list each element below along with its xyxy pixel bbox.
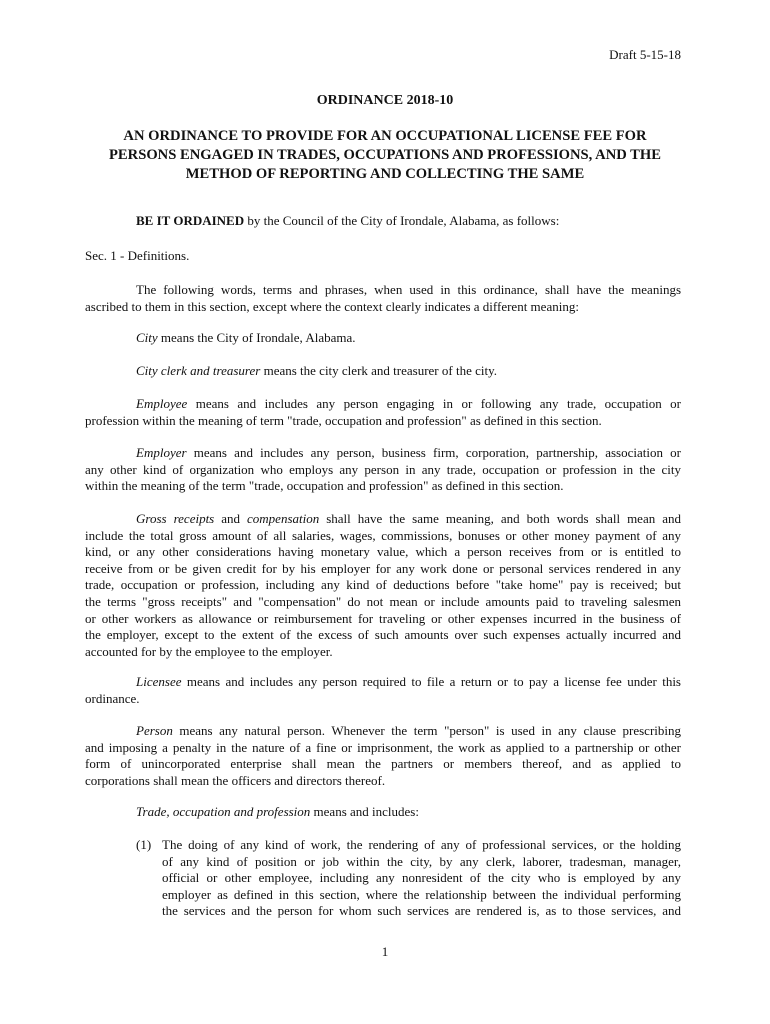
defined-term: Licensee xyxy=(136,674,182,689)
list-item-line: employer as defined in this section, where the relationship between the individual performing xyxy=(162,886,681,902)
definition-text: means and includes any person, business firm, corporation, partnership, association or xyxy=(186,445,681,460)
definition-text: means any natural person. Whenever the term "person" is used in any clause prescribing xyxy=(172,723,681,738)
section-title-text: Sec. 1 - Definitions. xyxy=(85,248,190,263)
definition-person xyxy=(85,723,681,789)
paragraph-line: corporations shall mean the officers and directors thereof. xyxy=(85,772,386,788)
paragraph-line: and imposing a penalty in the nature of a fine or imprisonment, the work as applied to a partnership or other xyxy=(85,739,681,755)
definition-text: means the city clerk and treasurer of the city. xyxy=(260,363,497,378)
paragraph-line: the terms "gross receipts" and "compensation" do not mean or include amounts paid to traveling salesmen xyxy=(85,593,681,609)
paragraph-line: or other workers as allowance or reimbursement for traveling or other expenses incurred in the business of xyxy=(85,610,681,626)
paragraph-line: within the meaning of the term "trade, occupation and profession" as defined in this section. xyxy=(85,478,564,494)
paragraph-line: profession within the meaning of term "trade, occupation and profession" as defined in this section. xyxy=(85,412,602,428)
paragraph-line: trade, occupation or profession, including any kind of deductions before "take home" pay is received; but xyxy=(85,577,681,593)
conjunction: and xyxy=(214,511,248,526)
enactment-clause xyxy=(85,213,681,230)
definition-text: means and includes any person engaging in or following any trade, occupation or xyxy=(187,396,681,411)
ordinance-heading xyxy=(85,127,685,184)
paragraph-line: any other kind of organization who employs any person in any trade, occupation or profession in the city xyxy=(85,461,681,477)
intro-paragraph xyxy=(85,282,681,315)
defined-term: Trade, occupation and profession xyxy=(136,804,311,819)
heading-line: AN ORDINANCE TO PROVIDE FOR AN OCCUPATIONAL LICENSE FEE FOR xyxy=(123,128,647,144)
definition-city-clerk xyxy=(85,363,681,380)
paragraph-line: accounted for by the employee to the employer. xyxy=(85,643,333,659)
defined-term: Employee xyxy=(136,396,188,411)
list-item-line: of any kind of position or job within the city, by any clerk, laborer, tradesman, manager, xyxy=(162,853,681,869)
definition-employer xyxy=(85,445,681,495)
paragraph-line: form of unincorporated enterprise shall mean the partners or members thereof, and as applied to xyxy=(85,756,681,772)
defined-term: Employer xyxy=(136,445,187,460)
definition-text: shall have the same meaning, and both words shall mean and xyxy=(319,511,681,526)
paragraph-line: include the total gross amount of all salaries, wages, commissions, bonuses or other money payment of any xyxy=(85,527,681,543)
defined-term: City xyxy=(136,330,158,345)
definition-text: means and includes: xyxy=(310,804,419,819)
defined-term: compensation xyxy=(247,511,320,526)
definition-gross-receipts xyxy=(85,511,681,660)
paragraph-line: the employer, except to the extent of the excess of such amounts over such expenses actually incurred and xyxy=(85,627,681,643)
page-number: 1 xyxy=(381,944,389,959)
paragraph-line: ascribed to them in this section, except where the context clearly indicates a different meaning: xyxy=(85,298,579,314)
paragraph-line: ordinance. xyxy=(85,690,140,706)
list-item-number: (1) xyxy=(136,837,152,852)
paragraph-line: receive from or be given credit for by his employer for any work done or personal services rendered in any xyxy=(85,560,681,576)
definition-employee xyxy=(85,396,681,429)
enactment-text: by the Council of the City of Irondale, Alabama, as follows: xyxy=(244,213,560,228)
list-item-line: The doing of any kind of work, the rendering of any of professional services, or the holding xyxy=(162,837,681,852)
draft-label: Draft 5-15-18 xyxy=(609,47,681,62)
ordinance-number: ORDINANCE 2018-10 xyxy=(316,93,454,108)
list-item-1 xyxy=(85,837,681,920)
definition-licensee xyxy=(85,674,681,707)
section-title xyxy=(85,248,681,265)
defined-term: Gross receipts xyxy=(136,511,215,526)
enactment-lead: BE IT ORDAINED xyxy=(136,213,245,228)
defined-term: Person xyxy=(136,723,173,738)
paragraph-line: kind, or any other considerations having monetary value, which a person receives from or is entitled to xyxy=(85,544,681,560)
list-item-line: official or other employee, including any nonresident of the city who is employed by any xyxy=(162,870,681,886)
definition-text: means the City of Irondale, Alabama. xyxy=(157,330,356,345)
defined-term: City clerk and treasurer xyxy=(136,363,261,378)
heading-line: METHOD OF REPORTING AND COLLECTING THE SAME xyxy=(185,166,585,182)
definition-city xyxy=(85,330,681,347)
list-item-line: the services and the person for whom such services are rendered is, as to those services, and xyxy=(162,903,681,919)
heading-line: PERSONS ENGAGED IN TRADES, OCCUPATIONS AND PROFESSIONS, AND THE xyxy=(109,147,661,163)
definition-trade xyxy=(85,804,681,821)
paragraph-line: The following words, terms and phrases, when used in this ordinance, shall have the meanings xyxy=(136,282,681,297)
definition-text: means and includes any person required to file a return or to pay a license fee under this xyxy=(181,674,681,689)
